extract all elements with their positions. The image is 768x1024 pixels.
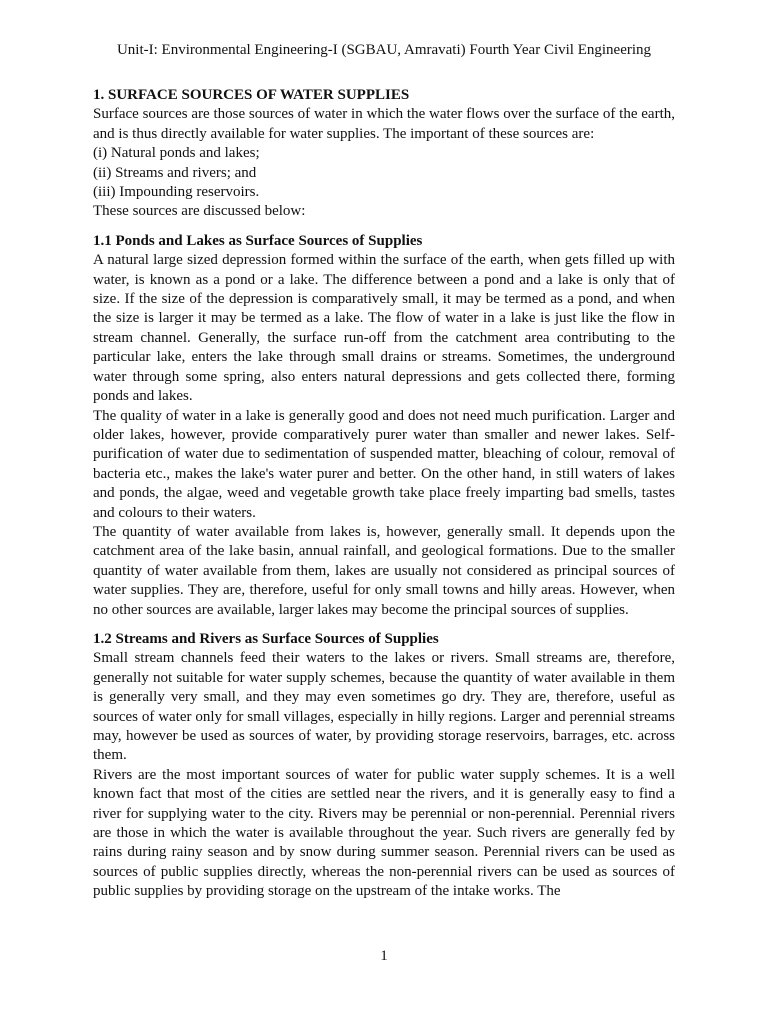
list-item: (i) Natural ponds and lakes;	[93, 145, 260, 162]
paragraph: Small stream channels feed their waters to the lakes or rivers. Small streams are, therefore, generally not suitable for water supply schemes, because the quantity of water available in them is generally very small, and they may even sometimes go dry. They are, therefore, useful as sources of water only for small villages, especially in hilly regions. Larger and perennial streams may, however be used as sources of water, by providing storage reservoirs, barrages, etc. across them.	[93, 650, 675, 764]
list-item: (iii) Impounding reservoirs.	[93, 184, 260, 201]
page-content	[93, 86, 675, 912]
running-header: Unit-I: Environmental Engineering-I (SGBAU, Amravati) Fourth Year Civil Engineering	[116, 42, 652, 58]
section-streams-rivers	[93, 630, 675, 902]
paragraph: The quantity of water available from lakes is, however, generally small. It depends upon the catchment area of the lake basin, annual rainfall, and geological formations. Due to the smaller quantity of water available from them, lakes are usually not considered as principal sources of water supplies. They are, therefore, useful for only small towns and hilly areas. However, when no other sources are available, larger lakes may become the principal sources of supplies.	[93, 523, 675, 618]
paragraph: The quality of water in a lake is generally good and does not need much purification. Larger and older lakes, however, provide comparatively purer water than smaller and newer lakes. Self-purification of water due to sedimentation of suspended matter, bleaching of colour, removal of bacteria etc., makes the lake's water purer and better. On the other hand, in still waters of lakes and ponds, the algae, weed and vegetable growth take place freely imparting bad smells, tastes and colours to their waters.	[93, 407, 675, 521]
section-ponds-lakes	[93, 232, 675, 620]
paragraph: Rivers are the most important sources of water for public water supply schemes. It is a well known fact that most of the cities are settled near the rivers, and it is generally easy to find a river for supplying water to the city. Rivers may be perennial or non-perennial. Perennial rivers are those in which the water is available throughout the year. Such rivers are generally fed by rains during rainy season and by snow during summer season. Perennial rivers can be used as sources of public supplies directly, whereas the non-perennial rivers can be used as sources of public supplies by providing storage on the upstream of the intake works. The	[93, 766, 675, 900]
paragraph: Surface sources are those sources of water in which the water flows over the surface of the earth, and is thus directly available for water supplies. The important of these sources are:	[93, 106, 675, 142]
section-heading: 1.2 Streams and Rivers as Surface Sources of Supplies	[93, 630, 439, 647]
page-number: 1	[380, 948, 388, 964]
paragraph: A natural large sized depression formed within the surface of the earth, when gets filled up with water, is known as a pond or a lake. The difference between a pond and a lake is only that of size. If the size of the depression is comparatively small, it may be termed as a pond, and when the size is larger it may be termed as a lake. The flow of water in a lake is just like the flow in stream channel. Generally, the surface run-off from the catchment area contributing to the particular lake, enters the lake through small drains or streams. Sometimes, the underground water through some spring, also enters natural depressions and gets collected there, forming ponds and lakes.	[93, 252, 675, 405]
paragraph: These sources are discussed below:	[93, 203, 306, 220]
section-surface-sources	[93, 86, 675, 222]
list-item: (ii) Streams and rivers; and	[93, 164, 257, 181]
section-heading: 1.1 Ponds and Lakes as Surface Sources of Supplies	[93, 232, 423, 249]
section-heading: 1. SURFACE SOURCES OF WATER SUPPLIES	[93, 87, 410, 103]
